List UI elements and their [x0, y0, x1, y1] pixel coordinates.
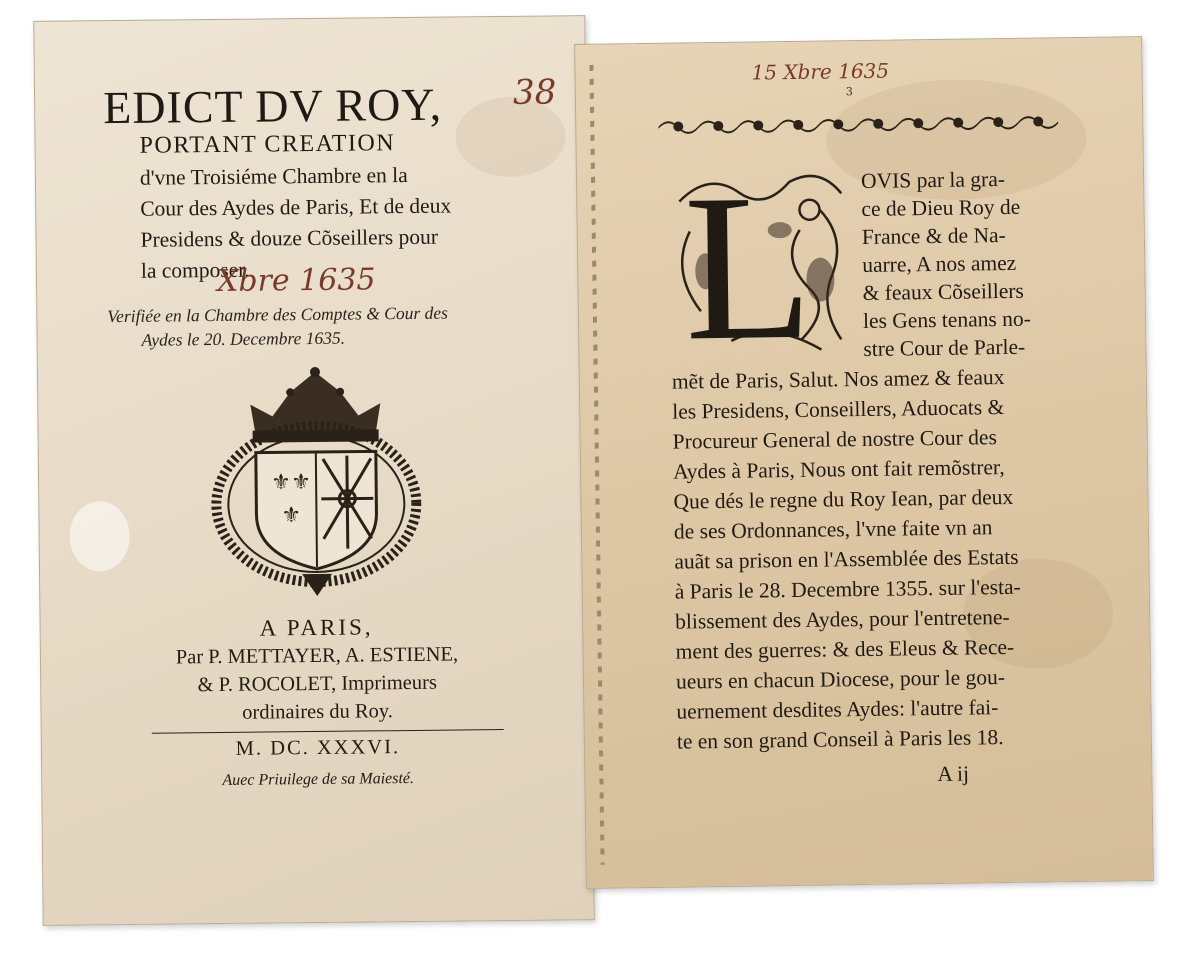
edict-subtitle: PORTANT CREATION: [139, 130, 396, 159]
svg-text:⚜: ⚜: [270, 470, 291, 496]
text-line: Aydes à Paris, Nous ont fait remõstrer,: [672, 455, 1005, 484]
binding-stitches: [589, 65, 604, 865]
svg-text:⚜: ⚜: [281, 503, 302, 529]
title-line: d'vne Troisiéme Chambre en la: [139, 163, 408, 190]
text-line: OVIS par la gra-: [860, 167, 1006, 194]
title-line: Presidens & douze Cõseillers pour: [140, 224, 439, 252]
edict-title: EDICT DV ROY,: [102, 78, 443, 134]
title-line: Cour des Aydes de Paris, Et de deux: [140, 193, 452, 221]
handwritten-date: 15 Xbre 1635: [751, 58, 890, 85]
text-line: les Presidens, Conseillers, Aduocats &: [672, 395, 1005, 424]
text-line: Que dés le regne du Roy Iean, par deux: [673, 484, 1014, 514]
text-line: ce de Dieu Roy de: [861, 194, 1021, 222]
text-line: te en son grand Conseil à Paris les 18.: [676, 725, 1004, 754]
drop-cap-letter: L: [682, 150, 815, 385]
royal-coat-of-arms-icon: [210, 363, 422, 600]
text-line: stre Cour de Parle-: [863, 334, 1026, 361]
text-line: mẽt de Paris, Salut. Nos amez & feaux: [671, 365, 1005, 394]
text-line: à Paris le 28. Decembre 1355. sur l'esta-: [674, 574, 1021, 604]
title-page: [33, 15, 594, 926]
drop-cap: [669, 150, 856, 385]
signature-mark: A ij: [937, 761, 970, 787]
paper-tear: [69, 501, 130, 572]
handwritten-date: Xbre 1635: [216, 262, 376, 300]
imprint-printers-line: & P. ROCOLET, Imprimeurs: [197, 671, 438, 697]
text-line: ment des guerres: & des Eleus & Rece-: [675, 634, 1015, 664]
text-line: ueurs en chacun Diocese, pour le gou-: [675, 665, 1006, 694]
text-line: de ses Ordonnances, l'vne faite vn an: [673, 515, 993, 544]
text-line: blissement des Aydes, pour l'entretene-: [675, 604, 1010, 634]
text-line: Procureur General de nostre Cour des: [672, 425, 998, 454]
imprint-privilege: Auec Priuilege de sa Maiesté.: [222, 769, 415, 789]
text-line: les Gens tenans no-: [862, 306, 1031, 333]
verification-line: Verifiée en la Chambre des Comptes & Cour des: [107, 302, 449, 327]
text-line: uernement desdites Aydes: l'autre fai-: [676, 695, 999, 724]
text-line: France & de Na-: [861, 223, 1006, 250]
imprint-printers-line: ordinaires du Roy.: [242, 700, 393, 724]
imprint-city: A PARIS,: [259, 614, 374, 641]
text-line: uarre, A nos amez: [862, 250, 1017, 278]
verification-line: Aydes le 20. Decembre 1635.: [141, 327, 346, 350]
imprint-year: M. DC. XXXVI.: [235, 736, 401, 760]
page-number: 3: [845, 85, 853, 99]
imprint-rule: [152, 729, 504, 734]
text-line: & feaux Cõseillers: [862, 278, 1025, 306]
title-line: la composer.: [140, 257, 250, 283]
imprint-printers-line: Par P. METTAYER, A. ESTIENE,: [175, 643, 459, 669]
svg-text:⚜: ⚜: [290, 470, 311, 496]
page-mark-handwritten: 38: [512, 72, 557, 113]
text-page: [574, 36, 1154, 889]
text-line: auãt sa prison en l'Assemblée des Estats: [674, 544, 1019, 574]
